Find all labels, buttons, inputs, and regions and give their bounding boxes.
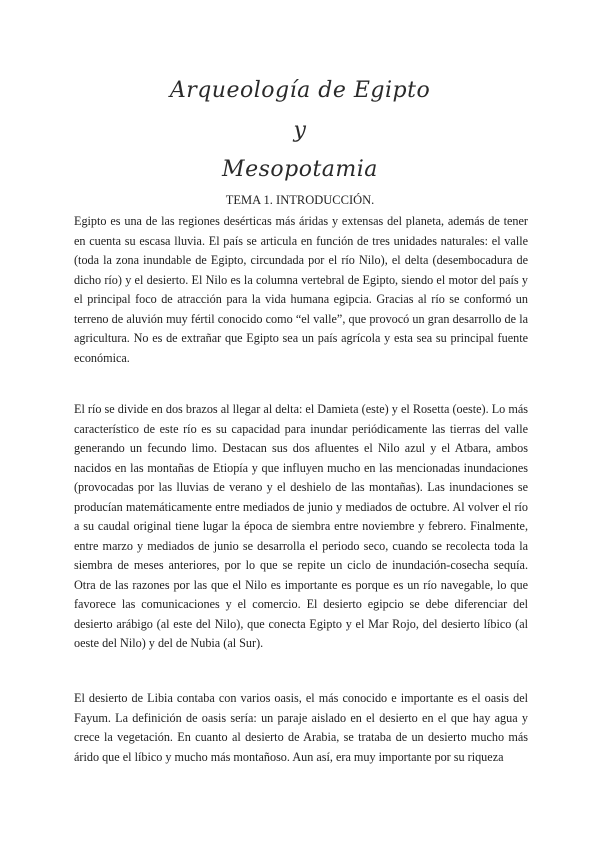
paragraph-1-block: [74, 212, 528, 368]
paragraph-2-block: [74, 400, 528, 654]
paragraph-3-block: [74, 689, 528, 767]
title-line-3: Mesopotamia: [222, 157, 378, 182]
paragraph: El río se divide en dos brazos al llegar al delta: el Damieta (este) y el Rosetta (oeste). Lo más característico de este río es su capacidad para inundar periódicamente las tierras del valle generando un fecundo limo. Destacan sus dos afluentes el Nilo azul y el Atbara, ambos nacidos en las montañas de Etiopía y que influyen mucho en las mencionadas inundaciones (provocadas por las lluvias de verano y el deshielo de las montañas). Las inundaciones se producían matemáticamente entre mediados de junio y mediados de octubre. Al volver el río a su caudal original tiene lugar la época de siembra entre noviembre y febrero. Finalmente, entre marzo y mediados de junio se desarrolla el periodo seco, cuando se recolecta toda la siembra de meses anteriores, por lo que se repite un ciclo de inundación-cosecha sequía. Otra de las razones por las que el Nilo es importante es porque es un río navegable, lo que favorece las comunicaciones y el comercio. El desierto egipcio se debe diferenciar del desierto arábigo (al este del Nilo), que conecta Egipto y el Mar Rojo, del desierto líbico (al oeste del Nilo) y del de Nubia (al Sur).: [74, 402, 528, 650]
paragraph: Egipto es una de las regiones desérticas más áridas y extensas del planeta, además de tener en cuenta su escasa lluvia. El país se articula en función de tres unidades naturales: el valle (toda la zona inundable de Egipto, circundada por el río Nilo), el delta (desembocadura de dicho río) y el desierto. El Nilo es la columna vertebral de Egipto, siendo el motor del país y el principal foco de atracción para la vida humana egipcia. Gracias al río se conformó un terreno de aluvión muy fértil conocido como “el valle”, que provocó un gran desarrollo de la agricultura. No es de extrañar que Egipto sea un país agrícola y esta sea su principal fuente económica.: [74, 214, 528, 365]
section-heading: TEMA 1. INTRODUCCIÓN.: [225, 193, 375, 207]
title-line-2: y: [293, 118, 307, 143]
paragraph: El desierto de Libia contaba con varios oasis, el más conocido e importante es el oasis del Fayum. La definición de oasis sería: un paraje aislado en el desierto en el que hay agua y crece la vegetación. En cuanto al desierto de Arabia, se trataba de un desierto mucho más árido que el líbico y mucho más montañoso. Aun así, era muy importante por su riqueza: [74, 691, 528, 764]
title-line-1: Arqueología de Egipto: [169, 78, 431, 103]
